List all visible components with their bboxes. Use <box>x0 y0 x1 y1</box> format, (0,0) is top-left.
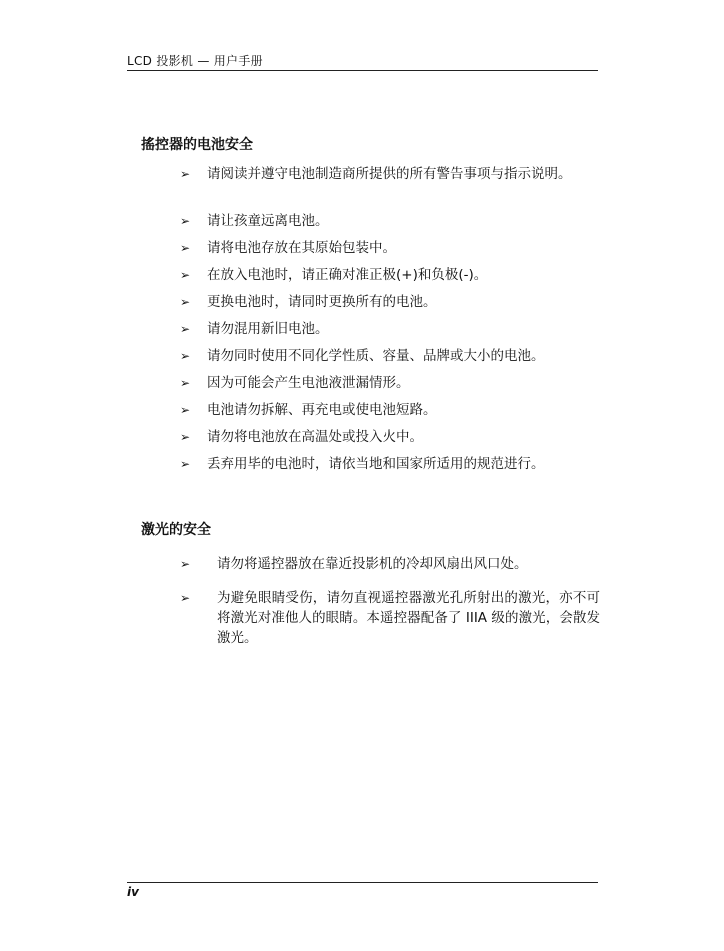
list-item-text: 请让孩童远离电池。 <box>207 213 329 229</box>
list-item-text: 请勿混用新旧电池。 <box>207 321 329 337</box>
list-item <box>180 454 580 474</box>
list-item <box>180 400 580 420</box>
list-item-text: 更换电池时，请同时更换所有的电池。 <box>207 294 437 310</box>
list-item-text: 因为可能会产生电池液泄漏情形。 <box>207 375 410 391</box>
list-item <box>180 427 580 447</box>
footer-divider <box>127 882 598 883</box>
list-item <box>180 265 580 285</box>
page-number: iv <box>127 885 139 899</box>
arrowhead-bullet-icon: ➢ <box>180 430 191 444</box>
list-item-text: 电池请勿拆解、再充电或使电池短路。 <box>207 402 437 418</box>
laser-safety-heading: 激光的安全 <box>141 522 211 538</box>
arrowhead-bullet-icon: ➢ <box>180 268 191 282</box>
arrowhead-bullet-icon: ➢ <box>180 457 191 471</box>
list-item <box>180 554 600 574</box>
arrowhead-bullet-icon: ➢ <box>180 376 191 390</box>
list-item <box>180 346 580 366</box>
arrowhead-bullet-icon: ➢ <box>180 322 191 336</box>
list-item <box>180 211 580 231</box>
list-item <box>180 319 580 339</box>
arrowhead-bullet-icon: ➢ <box>180 214 191 228</box>
list-item-text: 请将电池存放在其原始包装中。 <box>207 240 396 256</box>
list-item <box>180 292 580 312</box>
arrowhead-bullet-icon: ➢ <box>180 295 191 309</box>
running-header: LCD 投影机 — 用户手册 <box>127 54 263 68</box>
list-item-text: 在放入电池时，请正确对准正极(+)和负极(-)。 <box>207 267 488 283</box>
list-item-text: 请勿同时使用不同化学性质、容量、品牌或大小的电池。 <box>207 348 545 364</box>
list-item <box>180 373 580 393</box>
list-item-text: 请勿将电池放在高温处或投入火中。 <box>207 429 423 445</box>
battery-safety-list <box>180 164 580 474</box>
arrowhead-bullet-icon: ➢ <box>180 403 191 417</box>
arrowhead-bullet-icon: ➢ <box>180 591 191 605</box>
header-divider <box>127 70 598 71</box>
arrowhead-bullet-icon: ➢ <box>180 557 191 571</box>
laser-safety-list <box>180 554 600 648</box>
list-item <box>180 164 580 204</box>
list-item-text: 请阅读并遵守电池制造商所提供的所有警告事项与指示说明。 <box>207 166 572 182</box>
list-item-text: 为避免眼睛受伤，请勿直视遥控器激光孔所射出的激光，亦不可将激光对准他人的眼睛。本遥控器配备了 IIIA 级的激光，会散发激光。 <box>217 590 600 646</box>
list-item-text: 请勿将遥控器放在靠近投影机的冷却风扇出风口处。 <box>217 556 528 572</box>
list-item <box>180 588 600 648</box>
arrowhead-bullet-icon: ➢ <box>180 241 191 255</box>
arrowhead-bullet-icon: ➢ <box>180 167 191 181</box>
battery-safety-heading: 搖控器的电池安全 <box>141 137 253 153</box>
list-item <box>180 238 580 258</box>
arrowhead-bullet-icon: ➢ <box>180 349 191 363</box>
list-item-text: 丢弃用毕的电池时，请依当地和国家所适用的规范进行。 <box>207 456 545 472</box>
